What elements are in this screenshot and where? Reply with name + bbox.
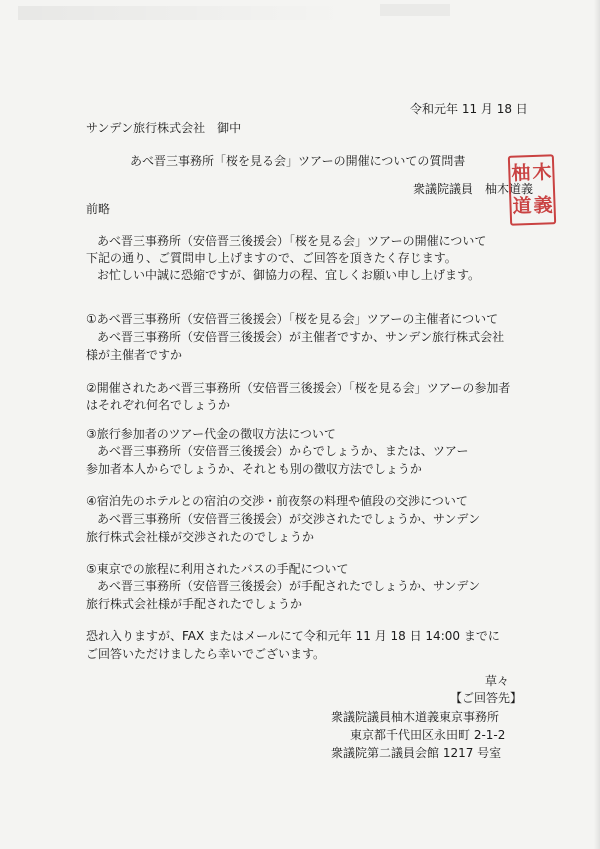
letter-date: 令和元年 11 月 18 日	[410, 102, 528, 116]
question-title: ①あべ晋三事務所（安倍晋三後援会）「桜を見る会」ツアーの主催者について	[86, 312, 499, 326]
scan-artifact	[380, 4, 450, 16]
intro-line: お忙しい中誠に恐縮ですが、御協力の程、宜しくお願い申し上げます。	[97, 268, 481, 282]
question-body: あべ晋三事務所（安倍晋三後援会）が手配されたでしょうか、サンデン	[97, 579, 481, 593]
seal-char: 義	[533, 194, 553, 217]
intro-line: あべ晋三事務所（安倍晋三後援会）「桜を見る会」ツアーの開催について	[97, 234, 487, 248]
question-body: 旅行株式会社様が手配されたでしょうか	[86, 597, 303, 611]
closing-request: ご回答いただけましたら幸いでございます。	[86, 647, 326, 661]
page-edge-shadow	[594, 0, 600, 849]
reply-to-line: 東京都千代田区永田町 2-1-2	[350, 728, 506, 742]
addressee: サンデン旅行株式会社 御中	[86, 121, 242, 135]
personal-seal-stamp	[508, 154, 556, 226]
closing-request: 恐れ入りますが、FAX またはメールにて令和元年 11 月 18 日 14:00 までに	[86, 629, 500, 643]
question-body: あべ晋三事務所（安倍晋三後援会）が交渉されたでしょうか、サンデン	[97, 512, 481, 526]
closing-word: 草々	[485, 674, 510, 688]
reply-to-line: 衆議院議員柚木道義東京事務所	[331, 710, 500, 724]
seal-char: 道	[512, 195, 532, 218]
question-body: あべ晋三事務所（安倍晋三後援会）が主催者ですか、サンデン旅行株式会社	[97, 330, 505, 344]
opening-salutation: 前略	[86, 202, 111, 216]
question-title: ⑤東京での旅程に利用されたバスの手配について	[86, 562, 349, 576]
letter-subject: あべ晋三事務所「桜を見る会」ツアーの開催についての質問書	[130, 154, 466, 168]
scan-artifact	[18, 6, 348, 20]
question-body: はそれぞれ何名でしょうか	[86, 398, 231, 412]
seal-char: 柚	[511, 162, 531, 185]
question-body: あべ晋三事務所（安倍晋三後援会）からでしょうか、または、ツアー	[97, 444, 469, 458]
question-body: 参加者本人からでしょうか、それとも別の徴収方法でしょうか	[86, 462, 422, 476]
question-title: ③旅行参加者のツアー代金の徴収方法について	[86, 427, 336, 441]
reply-to-line: 衆議院第二議員会館 1217 号室	[331, 746, 502, 760]
question-title: ②開催されたあべ晋三事務所（安倍晋三後援会）「桜を見る会」ツアーの参加者	[86, 381, 511, 395]
sender-name: 衆議院議員 柚木道義	[413, 182, 534, 196]
question-body: 様が主催者ですか	[86, 348, 183, 362]
question-body: 旅行株式会社様が交渉されたのでしょうか	[86, 530, 315, 544]
seal-char: 木	[532, 161, 552, 184]
reply-to-heading: 【ご回答先】	[450, 691, 523, 705]
question-title: ④宿泊先のホテルとの宿泊の交渉・前夜祭の料理や値段の交渉について	[86, 494, 468, 508]
intro-line: 下記の通り、ご質問申し上げますので、ご回答を頂きたく存じます。	[86, 251, 457, 265]
